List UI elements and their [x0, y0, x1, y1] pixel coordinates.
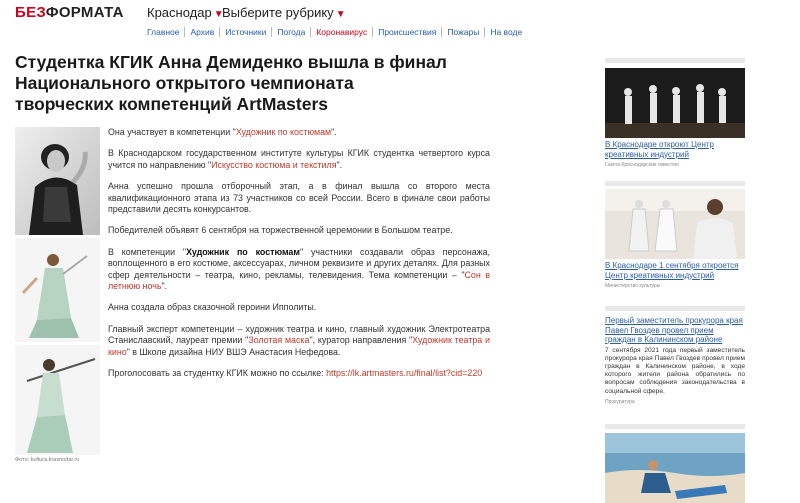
chevron-down-icon: ▼: [213, 9, 224, 20]
article-paragraph: Проголосовать за студентку КГИК можно по ссылке: https://lk.artmasters.ru/final/list?cid=220: [108, 368, 483, 379]
nav-item-incidents[interactable]: Происшествия: [372, 27, 441, 37]
nav-item-weather[interactable]: Погода: [271, 27, 310, 37]
sidebar-card-4: [605, 424, 745, 503]
nav-item-fires[interactable]: Пожары: [441, 27, 484, 37]
article-photo-costume-2[interactable]: [15, 345, 100, 455]
article-title: Студентка КГИК Анна Демиденко вышла в финал Национального открытого чемпионата творческих компетенций ArtMasters: [15, 52, 447, 114]
divider: [605, 424, 745, 429]
chevron-down-icon: ▼: [335, 9, 346, 20]
sidebar-card-3: [605, 306, 745, 405]
sidebar-card-1: [605, 58, 745, 168]
region-selector[interactable]: Краснодар ▼: [147, 5, 224, 20]
inline-link[interactable]: Художник театра и кино: [108, 335, 490, 357]
nav-item-water[interactable]: На воде: [484, 27, 527, 37]
article-photos: [15, 127, 100, 463]
inline-link[interactable]: Искусство костюма и текстиля: [211, 159, 337, 170]
inline-link[interactable]: Золотая маска: [248, 335, 310, 346]
vote-link[interactable]: https://lk.artmasters.ru/final/list?cid=220: [326, 368, 483, 379]
sidebar-image[interactable]: [605, 433, 745, 503]
sidebar-card-2: [605, 181, 745, 289]
sidebar-source: Министерство культуры: [605, 283, 661, 289]
divider: [605, 181, 745, 186]
divider: [605, 306, 745, 311]
nav-item-sources[interactable]: Источники: [219, 27, 271, 37]
article-paragraph: Анна создала образ сказочной героини Ипполиты.: [108, 302, 317, 313]
article-paragraph: Анна успешно прошла отборочный этап, а в финал вышла со второго места квалификационного этапа из 73 участников со всей России. Всего в финале свои работы представили десять конкурсантов.: [108, 181, 490, 215]
inline-link[interactable]: Сон в летнюю ночь: [108, 269, 490, 292]
nav-item-main[interactable]: Главное: [147, 27, 180, 37]
sidebar-source: Газета Краснодарские известия: [605, 162, 679, 168]
article-photo-costume-1[interactable]: [15, 238, 100, 342]
divider: [605, 58, 745, 63]
rubric-selector[interactable]: Выберите рубрику ▼: [222, 5, 346, 20]
sidebar-image[interactable]: [605, 68, 745, 138]
sidebar-image[interactable]: [605, 189, 745, 259]
sidebar-link[interactable]: В Краснодаре 1 сентября откроется Центр креативных индустрий: [605, 261, 739, 280]
article-paragraph: В компетенции "Художник по костюмам" участники создавали образ персонажа, воплощенного в его костюме, аксессуарах, личном реквизите и других деталях. Для разных сфер деятельности – театра, кино, рекламы, телевидения. Тема компетенции – "Сон в летнюю ночь".: [108, 246, 490, 292]
main-nav: [147, 27, 527, 37]
photo-caption: Фото: kultura.krasnodar.ru: [15, 457, 80, 463]
article-paragraph: Главный эксперт компетенции – художник театра и кино, главный художник Электротеатра Станиславский, лауреат премии "Золотая маска", куратор направления "Художник театра и кино" в Школе дизайна НИУ ВШЭ Анастасия Нефедова.: [108, 323, 490, 357]
sidebar-link[interactable]: В Краснодаре откроют Центр креативных индустрий: [605, 140, 714, 159]
nav-item-archive[interactable]: Архив: [184, 27, 219, 37]
article-paragraph: В Краснодарском государственном институте культуры КГИК студентка четвертого курса учится по направлению "Искусство костюма и текстиля".: [108, 148, 490, 170]
article-paragraph: Она участвует в компетенции "Художник по костюмам".: [108, 127, 337, 137]
article-photo-portrait[interactable]: [15, 127, 100, 235]
site-logo[interactable]: БЕЗФОРМАТА: [15, 4, 124, 21]
inline-link[interactable]: Художник по костюмам: [235, 127, 332, 137]
nav-item-coronavirus[interactable]: Коронавирус: [310, 27, 372, 37]
sidebar-description: 7 сентября 2021 года первый заместитель прокурора края Павел Гвоздев провел прием граждан в Калининском районе, в ходе которого жители района обратились по вопросам соблюдения законодательства в социальной сфере.: [605, 346, 745, 395]
sidebar-link[interactable]: Первый заместитель прокурора края Павел Гвоздев провел прием граждан в Калининском районе: [605, 316, 743, 344]
article-body: [108, 127, 490, 389]
sidebar-source: Прокуратура: [605, 398, 635, 405]
article-paragraph: Победителей объявят 6 сентября на торжественной церемонии в Большом театре.: [108, 225, 453, 236]
